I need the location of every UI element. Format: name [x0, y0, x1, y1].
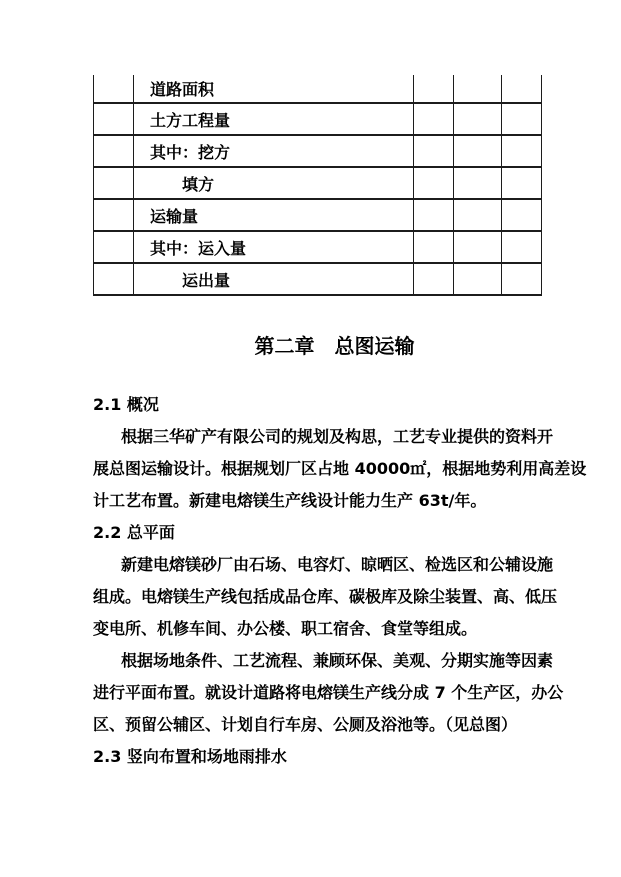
value-cell	[454, 103, 502, 135]
paragraph-line: 进行平面布置。就设计道路将电熔镁生产线分成 7 个生产区，办公	[93, 683, 564, 702]
table-row	[94, 103, 542, 135]
value-cell	[454, 231, 502, 263]
row-label: 其中：运入量	[134, 231, 414, 263]
value-cell	[502, 167, 542, 199]
value-cell	[502, 231, 542, 263]
empty-cell	[94, 135, 134, 167]
value-cell	[414, 167, 454, 199]
section-title: 2.3 竖向布置和场地雨排水	[93, 747, 287, 766]
value-cell	[454, 135, 502, 167]
empty-cell	[94, 167, 134, 199]
empty-cell	[94, 75, 134, 103]
value-cell	[414, 231, 454, 263]
value-cell	[414, 103, 454, 135]
table-row	[94, 75, 542, 103]
paragraph-line: 新建电熔镁砂厂由石场、电容灯、晾晒区、检选区和公辅设施	[121, 555, 554, 574]
row-label: 道路面积	[134, 75, 414, 103]
table-row	[94, 167, 542, 199]
empty-cell	[94, 263, 134, 295]
empty-cell	[94, 199, 134, 231]
value-cell	[502, 199, 542, 231]
chapter-heading: 第二章 总图运输	[254, 334, 415, 358]
empty-cell	[94, 103, 134, 135]
empty-cell	[94, 231, 134, 263]
value-cell	[414, 75, 454, 103]
paragraph-line: 根据三华矿产有限公司的规划及构思，工艺专业提供的资料开	[121, 427, 554, 446]
paragraph-line: 变电所、机修车间、办公楼、职工宿舍、食堂等组成。	[93, 619, 478, 638]
table-row	[94, 135, 542, 167]
value-cell	[414, 263, 454, 295]
table-row	[94, 199, 542, 231]
value-cell	[414, 135, 454, 167]
value-cell	[454, 167, 502, 199]
paragraph-line: 计工艺布置。新建电熔镁生产线设计能力生产 63t/年。	[93, 491, 487, 510]
row-label: 运出量	[134, 263, 414, 295]
paragraph-line: 组成。电熔镁生产线包括成品仓库、碳极库及除尘装置、高、低压	[93, 587, 558, 606]
row-label: 土方工程量	[134, 103, 414, 135]
paragraph-line: 展总图运输设计。根据规划厂区占地 40000㎡，根据地势利用高差设	[93, 459, 587, 478]
value-cell	[414, 199, 454, 231]
paragraph-line: 区、预留公辅区、计划自行车房、公厕及浴池等。（见总图）	[93, 715, 518, 734]
row-label: 其中：挖方	[134, 135, 414, 167]
table-row	[94, 231, 542, 263]
value-cell	[502, 135, 542, 167]
value-cell	[454, 199, 502, 231]
value-cell	[454, 263, 502, 295]
row-label: 填方	[134, 167, 414, 199]
row-label: 运输量	[134, 199, 414, 231]
value-cell	[454, 75, 502, 103]
quantities-table	[93, 75, 542, 296]
value-cell	[502, 263, 542, 295]
section-title: 2.1 概况	[93, 395, 159, 414]
value-cell	[502, 75, 542, 103]
paragraph-line: 根据场地条件、工艺流程、兼顾环保、美观、分期实施等因素	[121, 651, 554, 670]
value-cell	[502, 103, 542, 135]
document-body	[93, 389, 587, 773]
table-row	[94, 263, 542, 295]
section-title: 2.2 总平面	[93, 523, 175, 542]
